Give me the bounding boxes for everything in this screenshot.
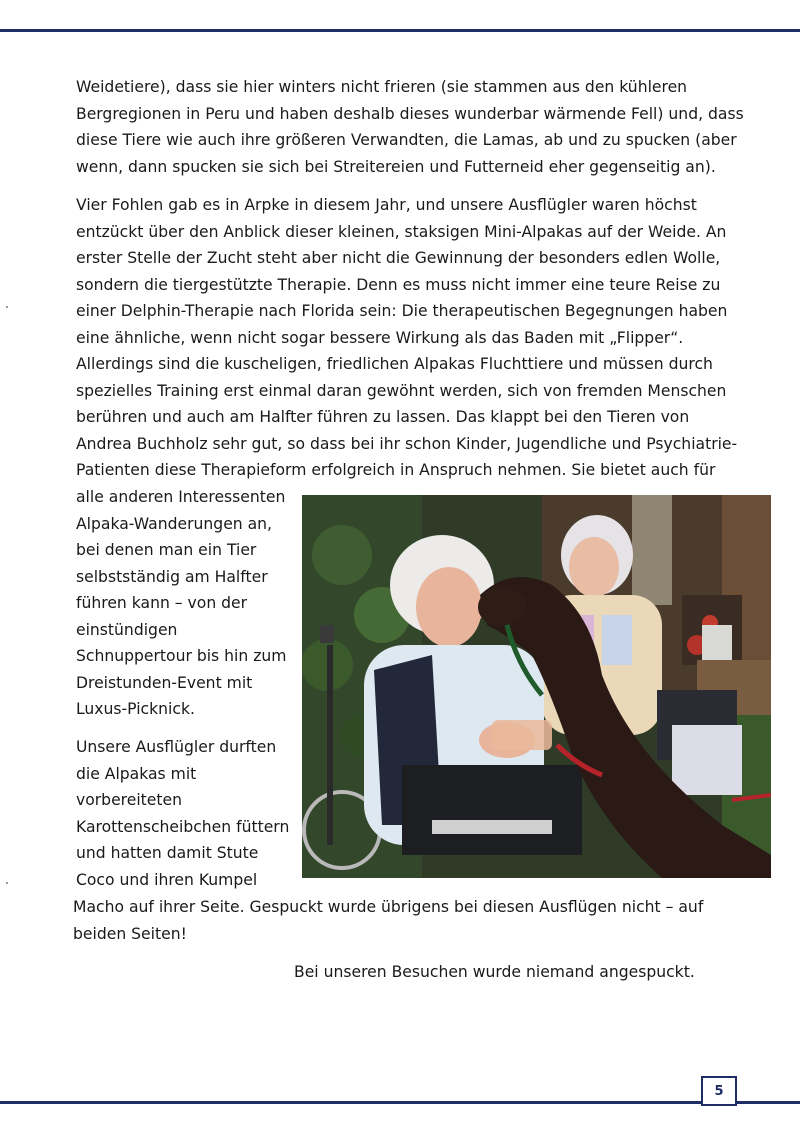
text-line: eine ähnliche, wenn nicht sogar bessere Wirkung als das Baden mit „Flipper“. bbox=[76, 328, 684, 347]
paragraph-2-narrow-column bbox=[76, 484, 286, 723]
text-line: alle anderen Interessenten bbox=[76, 488, 286, 506]
text-line: Vier Fohlen gab es in Arpke in diesem Jahr, und unsere Ausflügler waren höchst bbox=[76, 196, 697, 214]
text-line: Patienten diese Therapieform erfolgreich in Anspruch nehmen. Sie bietet auch für bbox=[76, 461, 716, 479]
footer-rule bbox=[0, 1101, 800, 1104]
text-line: Schnuppertour bis hin zum bbox=[76, 647, 287, 665]
text-line: bei denen man ein Tier bbox=[76, 541, 257, 559]
paragraph-3-full-width bbox=[73, 894, 703, 947]
paragraph-2 bbox=[76, 192, 737, 484]
text-line: Unsere Ausflügler durften bbox=[76, 738, 277, 756]
margin-mark bbox=[6, 306, 8, 308]
text-line: Coco und ihren Kumpel bbox=[76, 870, 258, 889]
paragraph-1 bbox=[76, 74, 744, 180]
text-line: einer Delphin-Therapie nach Florida sein: Die therapeutischen Begegnungen haben bbox=[76, 302, 728, 320]
text-line: Dreistunden-Event mit bbox=[76, 673, 253, 692]
margin-mark bbox=[6, 882, 8, 884]
text-line: und hatten damit Stute bbox=[76, 844, 259, 862]
text-line: berühren und auch am Halfter führen zu lassen. Das klappt bei den Tieren von bbox=[76, 408, 690, 426]
text-line: führen kann – von der bbox=[76, 594, 248, 612]
page-number: 5 bbox=[701, 1076, 737, 1106]
text-line: wenn, dann spucken sie sich bei Streitereien und Futterneid eher gegenseitig an). bbox=[76, 157, 716, 176]
text-line: Alpaka-Wanderungen an, bbox=[76, 514, 273, 533]
text-line: beiden Seiten! bbox=[73, 924, 187, 943]
text-line: vorbereiteten bbox=[76, 791, 182, 809]
text-line: Karottenscheibchen füttern bbox=[76, 817, 290, 836]
text-line: entzückt über den Anblick dieser kleinen, staksigen Mini-Alpakas auf der Weide. An bbox=[76, 222, 727, 241]
text-line: erster Stelle der Zucht steht aber nicht die Gewinnung der besonders edlen Wolle, bbox=[76, 249, 721, 267]
text-line: Luxus-Picknick. bbox=[76, 700, 195, 718]
header-rule bbox=[0, 29, 800, 32]
text-line: Macho auf ihrer Seite. Gespuckt wurde übrigens bei diesen Ausflügen nicht – auf bbox=[73, 898, 704, 916]
text-line: Andrea Buchholz sehr gut, so dass bei ihr schon Kinder, Jugendliche und Psychiatrie- bbox=[76, 434, 738, 453]
closing-line: Bei unseren Besuchen wurde niemand angespuckt. bbox=[294, 963, 695, 981]
text-line: Bergregionen in Peru und haben deshalb dieses wunderbar wärmende Fell) und, dass bbox=[76, 104, 744, 123]
text-line: diese Tiere wie auch ihre größeren Verwandten, die Lamas, ab und zu spucken (aber bbox=[76, 131, 737, 149]
text-line: spezielles Training erst einmal daran gewöhnt werden, sich von fremden Menschen bbox=[76, 381, 727, 400]
paragraph-3-narrow-column bbox=[76, 734, 289, 893]
alpaca-photo bbox=[302, 495, 771, 878]
text-line: einstündigen bbox=[76, 620, 178, 639]
text-line: die Alpakas mit bbox=[76, 764, 197, 783]
text-line: Allerdings sind die kuscheligen, friedlichen Alpakas Fluchttiere und müssen durch bbox=[76, 355, 713, 373]
text-line: selbstständig am Halfter bbox=[76, 567, 268, 586]
text-line: Weidetiere), dass sie hier winters nicht frieren (sie stammen aus den kühleren bbox=[76, 78, 688, 96]
text-line: sondern die tiergestützte Therapie. Denn es muss nicht immer eine teure Reise zu bbox=[76, 275, 721, 294]
